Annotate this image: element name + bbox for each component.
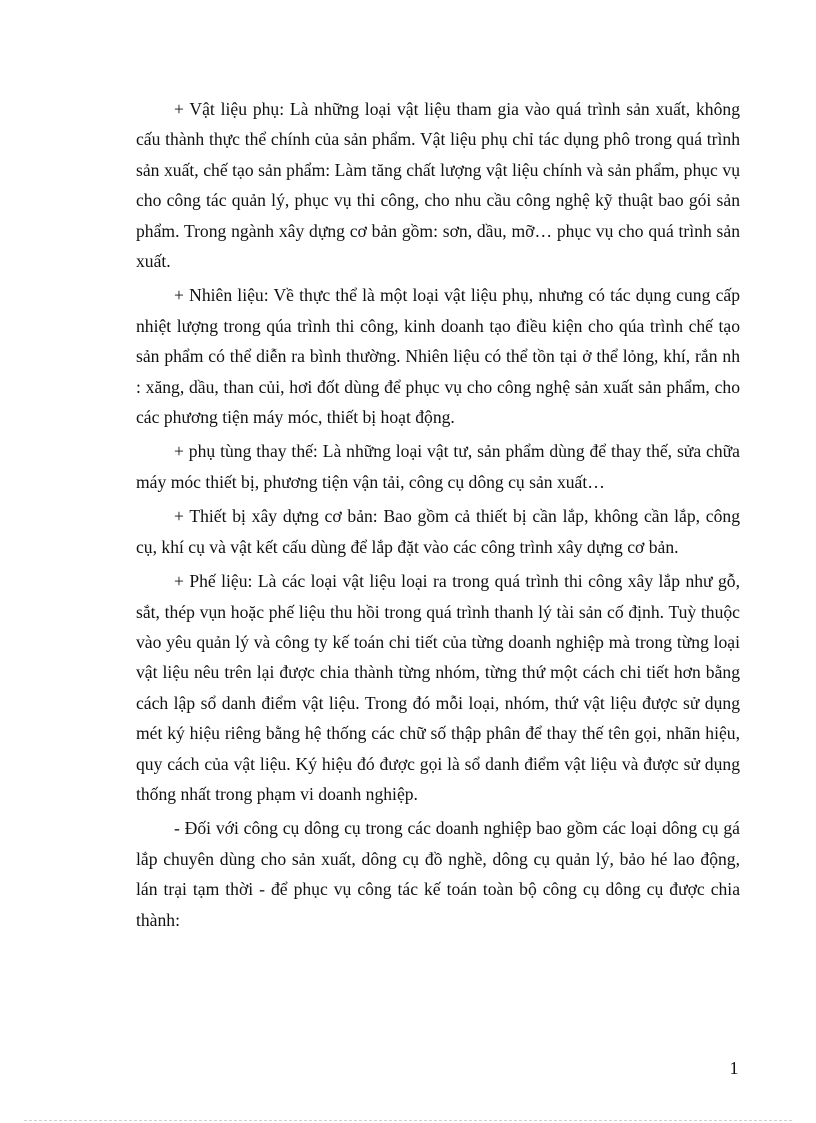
paragraph-nhien-lieu: + Nhiên liệu: Về thực thể là một loại vật liệu phụ, nhưng có tác dụng cung cấp nhiệt lượng trong qúa trình thi công, kinh doanh tạo điều kiện cho qúa trình chế tạo sản phẩm có thể diễn ra bình thường. Nhiên liệu có thể tồn tại ở thể lỏng, khí, rắn nh : xăng, dầu, than củi, hơi đốt dùng để phục vụ cho công nghệ sản xuất sản phẩm, cho các phương tiện máy móc, thiết bị hoạt động.: [136, 285, 740, 428]
page-bottom-divider: [24, 1120, 792, 1121]
paragraph-thiet-bi-xay-dung: + Thiết bị xây dựng cơ bản: Bao gồm cả thiết bị cần lắp, không cần lắp, công cụ, khí cụ và vật kết cấu dùng để lắp đặt vào các công trình xây dựng cơ bản.: [136, 506, 740, 557]
paragraph-vat-lieu-phu: + Vật liệu phụ: Là những loại vật liệu tham gia vào quá trình sản xuất, không cấu thành thực thể chính của sản phẩm. Vật liệu phụ chỉ tác dụng phô trong quá trình sản xuất, chế tạo sản phẩm: Làm tăng chất lượng vật liệu chính và sản phẩm, phục vụ cho công tác quản lý, phục vụ thi công, cho nhu cầu công nghệ kỹ thuật bao gói sản phẩm. Trong ngành xây dựng cơ bản gồm: sơn, dầu, mỡ… phục vụ cho quá trình sản xuất.: [136, 99, 740, 272]
document-body: [136, 94, 740, 939]
paragraph-phu-tung-thay-the: + phụ tùng thay thế: Là những loại vật tư, sản phẩm dùng để thay thế, sửa chữa máy móc thiết bị, phương tiện vận tải, công cụ dông cụ sản xuất…: [136, 441, 740, 492]
paragraph-phe-lieu: + Phế liệu: Là các loại vật liệu loại ra trong quá trình thi công xây lắp như gỗ, sắt, thép vụn hoặc phế liệu thu hồi trong quá trình thanh lý tài sản cố định. Tuỳ thuộc vào yêu quản lý và công ty kế toán chi tiết của từng doanh nghiệp mà trong từng loại vật liệu nêu trên lại được chia thành từng nhóm, từng thứ một cách chi tiết hơn bằng cách lập sổ danh điểm vật liệu. Trong đó mỗi loại, nhóm, thứ vật liệu được sử dụng mét ký hiệu riêng bằng hệ thống các chữ số thập phân để thay thế tên gọi, nhãn hiệu, quy cách của vật liệu. Ký hiệu đó được gọi là sổ danh điểm vật liệu và được sử dụng thống nhất trong phạm vi doanh nghiệp.: [136, 571, 740, 804]
paragraph-cong-cu-dung-cu: - Đối với công cụ dông cụ trong các doanh nghiệp bao gồm các loại dông cụ gá lắp chuyên dùng cho sản xuất, dông cụ đồ nghề, dông cụ quản lý, bảo hé lao động, lán trại tạm thời - để phục vụ công tác kế toán toàn bộ công cụ dông cụ được chia thành:: [136, 818, 740, 930]
page-number: 1: [729, 1058, 739, 1078]
